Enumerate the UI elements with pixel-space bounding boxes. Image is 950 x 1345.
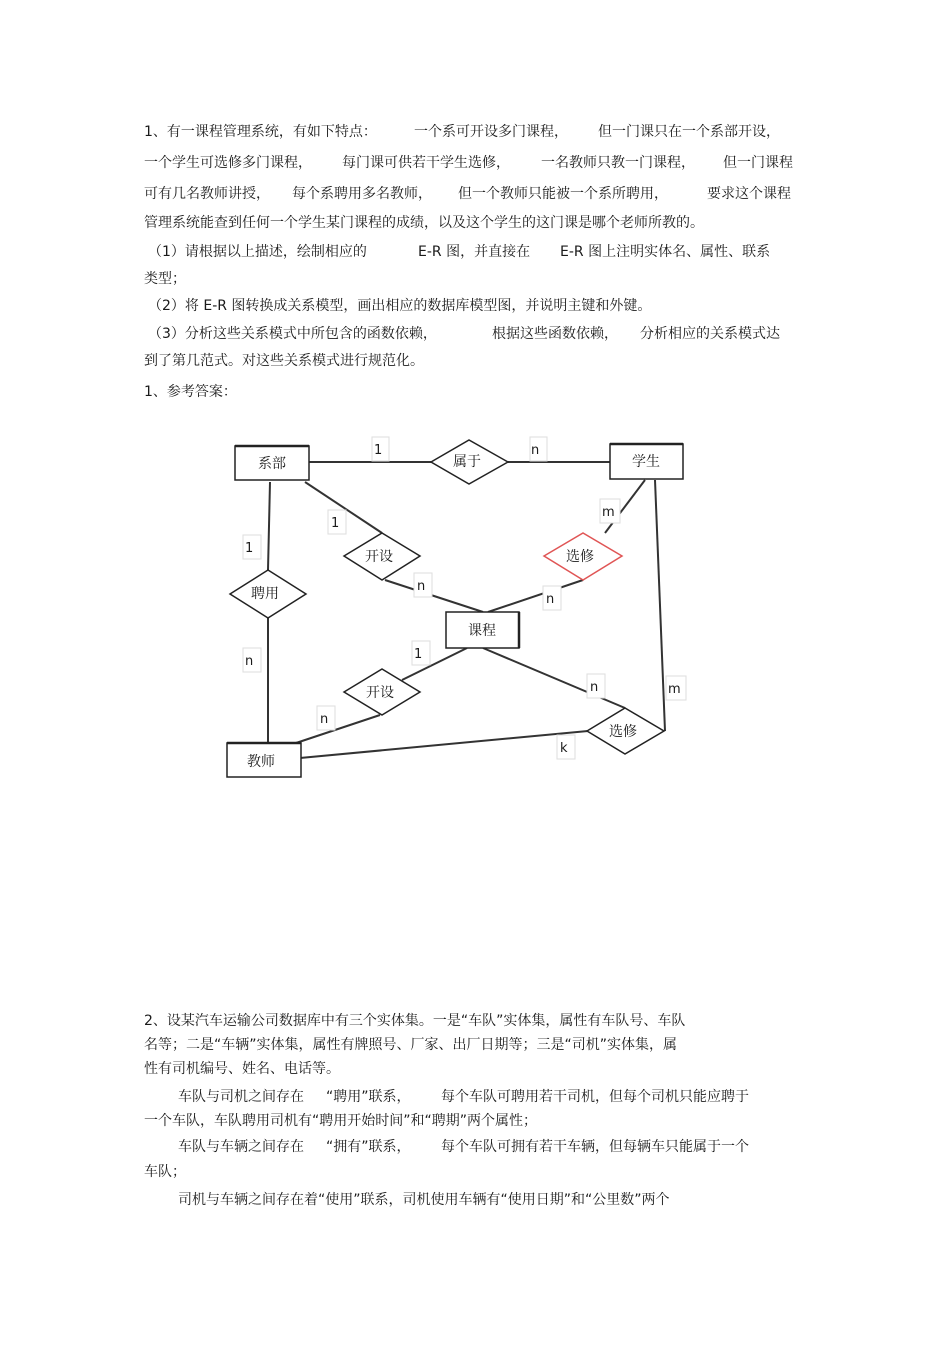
svg-text:n: n — [546, 592, 555, 607]
svg-text:k: k — [560, 741, 568, 756]
cardinality-label — [530, 437, 547, 461]
connector-enroll-course — [488, 580, 583, 612]
relationship-enroll-bottom — [587, 708, 664, 754]
relationship-enroll-top — [544, 533, 622, 580]
relationship-label: 属于 — [453, 454, 481, 470]
text-segment: 车队与司机之间存在 — [178, 1089, 304, 1105]
cardinality-label — [600, 499, 620, 523]
text-segment: 每个系聘用多名教师， — [292, 186, 432, 202]
connector-offers-course — [385, 580, 483, 612]
text-segment: 要求这个课程 — [707, 186, 791, 202]
relationship-label: 选修 — [609, 724, 637, 740]
svg-text:1: 1 — [245, 541, 254, 556]
text-segment: E-R 图，并直接在 — [418, 244, 531, 260]
text-segment: 司机与车辆之间存在着“使用”联系，司机使用车辆有“使用日期”和“公里数”两个 — [178, 1192, 670, 1208]
entity-label: 系部 — [258, 456, 286, 472]
entity-label: 教师 — [247, 754, 275, 770]
cardinality-label — [243, 535, 261, 559]
cardinality-label — [587, 674, 605, 698]
cardinality-label — [557, 735, 575, 759]
svg-text:1: 1 — [374, 443, 383, 458]
entity-label: 学生 — [632, 454, 660, 470]
text-segment: 但一门课只在一个系部开设， — [598, 124, 780, 140]
svg-text:n: n — [245, 654, 254, 669]
text-segment: 但一个教师只能被一个系所聘用， — [458, 186, 668, 202]
q2-line-8 — [0, 1191, 950, 1245]
svg-text:n: n — [417, 579, 426, 594]
text-segment: 每个车队可聘用若干司机，但每个司机只能应聘于 — [441, 1089, 749, 1105]
text-segment: 每个车队可拥有若干车辆，但每辆车只能属于一个 — [441, 1139, 749, 1155]
text-segment: 管理系统能查到任何一个学生某门课程的成绩，以及这个学生的这门课是哪个老师所教的。 — [144, 215, 704, 231]
entity-dept — [235, 446, 309, 480]
text-segment: 名等；二是“车辆”实体集，属性有牌照号、厂家、出厂日期等；三是“司机”实体集，属 — [144, 1037, 678, 1053]
text-segment: 2、设某汽车运输公司数据库中有三个实体集。一是“车队”实体集，属性有车队号、车队 — [144, 1013, 686, 1029]
text-segment: 车队； — [144, 1164, 186, 1180]
text-segment: 可有几名教师讲授， — [144, 186, 270, 202]
cardinality-label — [414, 573, 432, 597]
cardinality-label — [317, 706, 335, 730]
relationship-offers-top — [344, 533, 420, 580]
text-segment: “聘用”联系， — [326, 1089, 411, 1105]
connector-dept-hires — [268, 482, 270, 570]
relationship-label: 开设 — [366, 685, 394, 701]
cardinality-label — [328, 510, 346, 534]
text-segment: 一个学生可选修多门课程， — [144, 155, 312, 171]
text-segment: （1）请根据以上描述，绘制相应的 — [148, 244, 367, 260]
text-segment: E-R 图上注明实体名、属性、联系 — [560, 244, 771, 260]
text-segment: 1、有一课程管理系统，有如下特点： — [144, 124, 377, 140]
text-segment: （2）将 E-R 图转换成关系模型，画出相应的数据库模型图，并说明主键和外键。 — [148, 298, 652, 314]
text-segment: 每门课可供若干学生选修， — [342, 155, 510, 171]
text-segment: 一个系可开设多门课程， — [414, 124, 568, 140]
entity-label: 课程 — [468, 623, 496, 639]
text-segment: 类型； — [144, 271, 186, 287]
text-segment: 一名教师只教一门课程， — [541, 155, 695, 171]
text-segment: 根据这些函数依赖， — [492, 326, 618, 342]
text-segment: 到了第几范式。对这些关系模式进行规范化。 — [144, 353, 424, 369]
text-segment: 性有司机编号、姓名、电话等。 — [144, 1061, 340, 1077]
cardinality-label — [412, 641, 430, 665]
relationship-label: 开设 — [365, 549, 393, 565]
cardinality-label — [372, 437, 389, 461]
cardinality-label — [243, 648, 261, 672]
svg-text:n: n — [590, 680, 599, 695]
connector-student-enroll2 — [655, 480, 665, 731]
svg-text:n: n — [531, 443, 540, 458]
svg-text:m: m — [668, 682, 681, 697]
relationship-label: 聘用 — [251, 586, 279, 602]
text-segment: 但一门课程 — [723, 155, 793, 171]
entity-student — [610, 444, 683, 479]
svg-text:m: m — [602, 505, 615, 520]
entity-course — [446, 612, 519, 648]
text-segment: （3）分析这些关系模式中所包含的函数依赖， — [148, 326, 437, 342]
svg-text:1: 1 — [331, 516, 340, 531]
relationship-hires — [230, 570, 306, 618]
cardinality-label — [666, 676, 686, 700]
text-segment: “拥有”联系， — [326, 1139, 411, 1155]
text-segment: 车队与车辆之间存在 — [178, 1139, 304, 1155]
text-segment: 一个车队，车队聘用司机有“聘用开始时间”和“聘期”两个属性； — [144, 1113, 538, 1129]
cardinality-label — [543, 586, 561, 610]
text-segment: 分析相应的关系模式达 — [640, 326, 780, 342]
svg-text:1: 1 — [414, 647, 423, 662]
connector-teacher-enroll2 — [300, 731, 588, 758]
entity-teacher — [227, 743, 301, 777]
relationship-belongs — [431, 440, 508, 484]
text-segment: 1、参考答案： — [144, 384, 237, 400]
relationship-label: 选修 — [566, 549, 594, 565]
svg-text:n: n — [320, 712, 329, 727]
